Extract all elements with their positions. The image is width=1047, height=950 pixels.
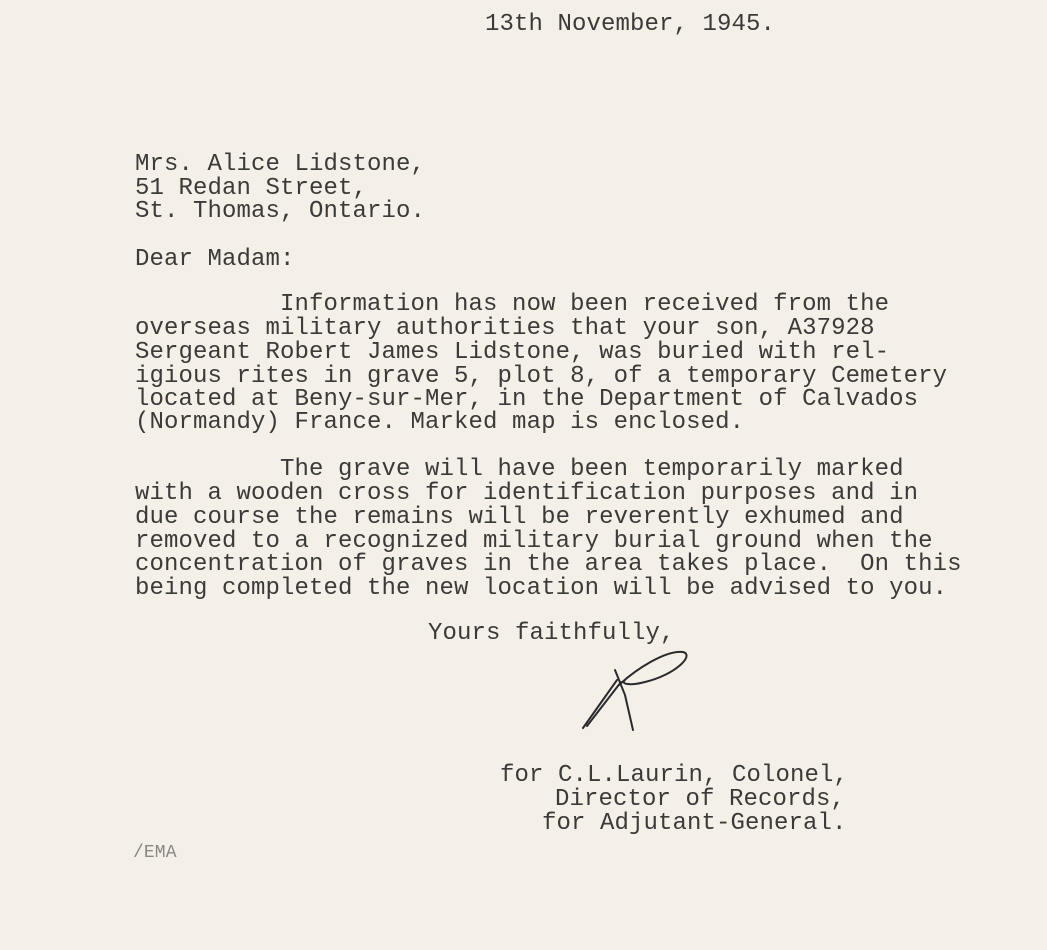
salutation: Dear Madam: [135,246,295,273]
paragraph-line: being completed the new location will be advised to you. [135,575,948,602]
signature-line: for Adjutant-General. [542,810,847,837]
typist-reference: /EMA [133,843,177,863]
paragraph-line: Information has now been received from the [135,291,890,318]
signature-line: Director of Records, [555,786,846,813]
paragraph-line: overseas military authorities that your son, A37928 [135,315,875,342]
paragraph-line: Sergeant Robert James Lidstone, was buried with rel- [135,339,890,366]
address-line: 51 Redan Street, [135,175,368,202]
paragraph-line: with a wooden cross for identification purposes and in [135,480,919,507]
paragraph-line: located at Beny-sur-Mer, in the Department of Calvados [135,386,919,413]
closing: Yours faithfully, [428,620,675,647]
handwritten-signature [575,640,695,735]
paragraph-line: due course the remains will be reverently exhumed and [135,504,904,531]
letter-date: 13th November, 1945. [485,11,776,38]
paragraph-line: igious rites in grave 5, plot 8, of a temporary Cemetery [135,363,948,390]
paragraph-line: The grave will have been temporarily marked [135,456,904,483]
paragraph-line: (Normandy) France. Marked map is enclosed. [135,409,745,436]
address-line: Mrs. Alice Lidstone, [135,151,426,178]
paragraph-line: concentration of graves in the area takes place. On this [135,551,962,578]
paragraph-line: removed to a recognized military burial ground when the [135,528,933,555]
address-line: St. Thomas, Ontario. [135,198,426,225]
signature-line: for C.L.Laurin, Colonel, [500,762,849,789]
